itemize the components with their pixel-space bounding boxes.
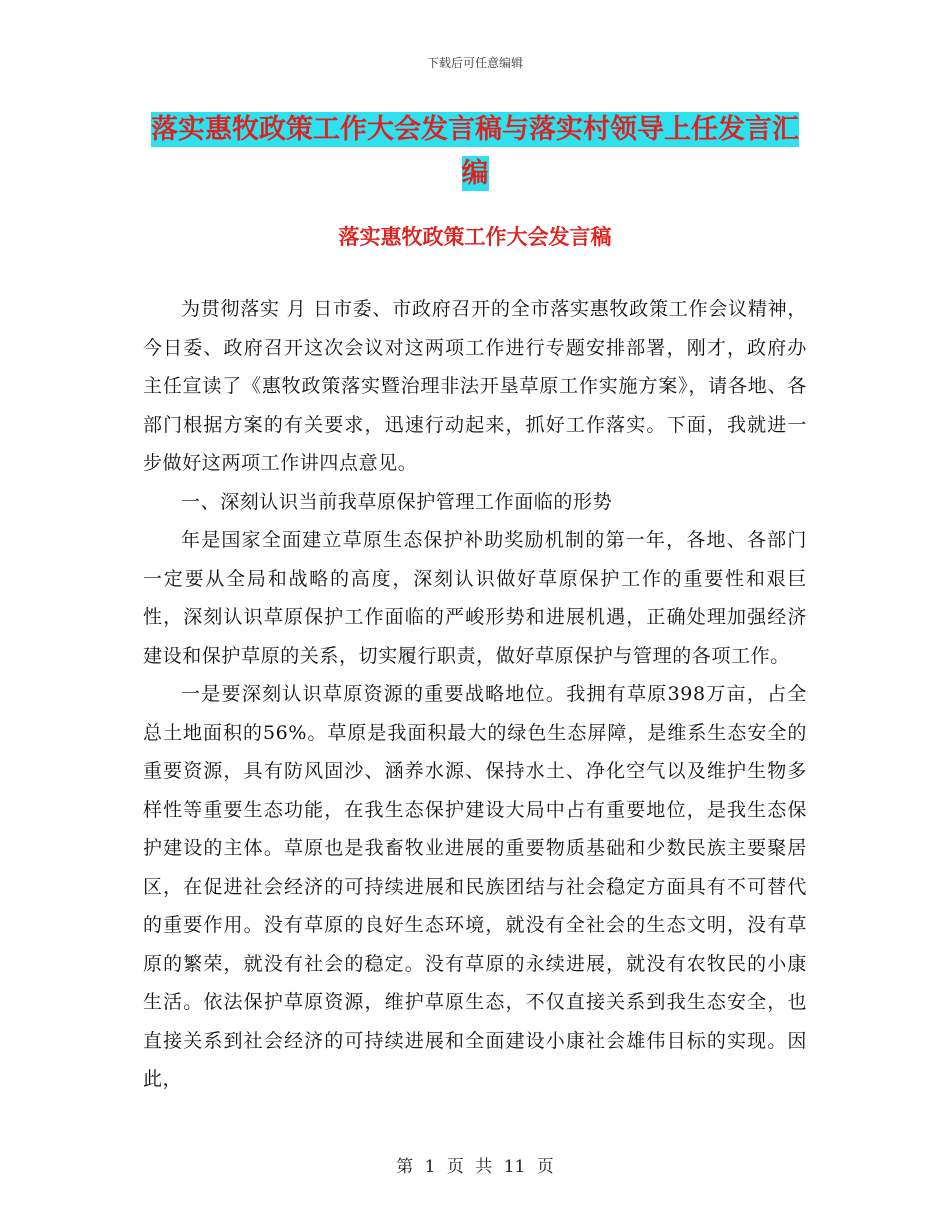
body-text	[143, 290, 807, 1099]
paragraph: 年是国家全面建立草原生态保护补助奖励机制的第一年，各地、各部门一定要从全局和战略的高度，深刻认识做好草原保护工作的重要性和艰巨性，深刻认识草原保护工作面临的严峻形势和进展机遇，正确处理加强经济建设和保护草原的关系，切实履行职责，做好草原保护与管理的各项工作。	[143, 529, 807, 667]
document-title-text: 落实惠牧政策工作大会发言稿与落实村领导上任发言汇编	[151, 114, 799, 189]
page-footer: 第 1 页 共 11 页	[396, 1157, 554, 1177]
paragraph: 为贯彻落实 月 日市委、市政府召开的全市落实惠牧政策工作会议精神，今日委、政府召开这次会议对这两项工作进行专题安排部署，刚才，政府办 主任宣读了《惠牧政策落实暨治理非法开垦草原工作实施方案》，请各地、各部门根据方案的有关要求，迅速行动起来，抓好工作落实。下面，我就进一步做好这两项工作讲四点意见。	[143, 298, 807, 474]
section-title: 落实惠牧政策工作大会发言稿	[338, 225, 612, 249]
header-note: 下载后可任意编辑	[426, 56, 523, 70]
document-title	[140, 108, 810, 196]
paragraph: 一是要深刻认识草原资源的重要战略地位。我拥有草原398万亩，占全总土地面积的56%。草原是我面积最大的绿色生态屏障，是维系生态安全的重要资源，具有防风固沙、涵养水源、保持水土、净化空气以及维护生物多样性等重要生态功能，在我生态保护建设大局中占有重要地位，是我生态保护建设的主体。草原也是我畜牧业进展的重要物质基础和少数民族主要聚居区，在促进社会经济的可持续进展和民族团结与社会稳定方面具有不可替代的重要作用。没有草原的良好生态环境，就没有全社会的生态文明，没有草原的繁荣，就没有社会的稳定。没有草原的永续进展，就没有农牧民的小康生活。依法保护草原资源，维护草原生态，不仅直接关系到我生态安全，也直接关系到社会经济的可持续进展和全面建设小康社会雄伟目标的实现。因此，	[143, 683, 807, 1090]
paragraph-heading: 一、深刻认识当前我草原保护管理工作面临的形势	[181, 490, 613, 513]
